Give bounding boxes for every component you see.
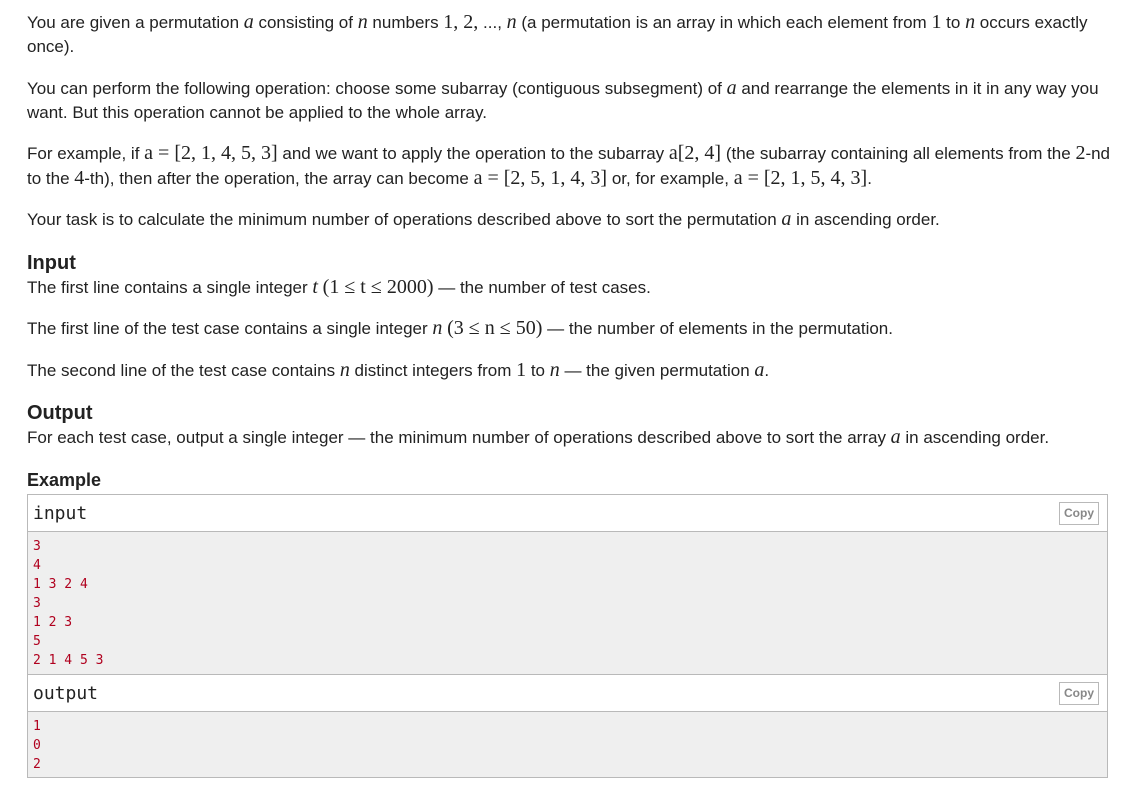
math-var: a — [726, 77, 737, 99]
text: in ascending order. — [900, 428, 1050, 447]
text: to — [941, 13, 966, 32]
example-input-label: input — [33, 503, 88, 524]
math-var: n — [965, 11, 976, 33]
example-input-box — [27, 494, 1108, 675]
copy-input-button[interactable]: Copy — [1059, 502, 1099, 525]
math-var: n — [357, 11, 368, 33]
math-expr: 1 — [931, 11, 942, 33]
text: The first line of the test case contains a single integer — [27, 319, 433, 338]
math-var: t — [312, 276, 318, 298]
text: — the given permutation — [559, 361, 755, 380]
input-paragraph-1 — [27, 275, 1107, 300]
text: You are given a permutation — [27, 13, 244, 32]
math-expr: 1, 2, — [443, 11, 479, 33]
math-var: n — [432, 317, 443, 339]
math-expr: 1 — [516, 359, 527, 381]
math-var: a — [243, 11, 254, 33]
input-section-title: Input — [27, 252, 76, 274]
text: ..., — [478, 13, 507, 32]
text: — the number of elements in the permutation. — [542, 319, 893, 338]
statement-paragraph-3 — [27, 141, 1112, 191]
input-paragraph-3 — [27, 358, 1107, 383]
example-output-body — [28, 712, 1107, 777]
math-expr: 4 — [74, 167, 85, 189]
text: (the subarray containing all elements from the — [721, 144, 1076, 163]
text: in ascending order. — [791, 210, 940, 229]
text: occurs exactly once). — [27, 13, 1088, 56]
example-output-box — [27, 674, 1108, 778]
math-var: a — [754, 359, 765, 381]
statement-paragraph-2 — [27, 76, 1107, 125]
example-input-header — [28, 495, 1107, 532]
output-paragraph-1 — [27, 425, 1107, 450]
statement-paragraph-1 — [27, 10, 1107, 59]
example-output-label: output — [33, 683, 99, 704]
math-expr: (3 ≤ n ≤ 50) — [447, 317, 543, 339]
math-expr: a = [2, 1, 5, 4, 3] — [733, 167, 868, 189]
example-output-header — [28, 675, 1107, 712]
example-input-body — [28, 532, 1107, 674]
math-var: n — [506, 11, 517, 33]
text: and rearrange the elements in it in any way you want. But this operation cannot be applied to the whole array. — [27, 79, 1099, 122]
input-paragraph-2 — [27, 316, 1107, 341]
text: . — [867, 169, 872, 188]
math-expr: a[2, 4] — [668, 142, 722, 164]
math-var: a — [781, 208, 792, 230]
example-title: Example — [27, 470, 102, 490]
text: The second line of the test case contains — [27, 361, 340, 380]
math-var: a — [890, 426, 901, 448]
statement-paragraph-4 — [27, 207, 1107, 232]
text: -th), then after the operation, the array can become — [84, 169, 474, 188]
math-expr: 2 — [1075, 142, 1086, 164]
output-section-title: Output — [27, 402, 93, 424]
text: numbers — [367, 13, 444, 32]
text: -nd to the — [27, 144, 1111, 188]
text: or, for example, — [607, 169, 734, 188]
example-input-text: 3 4 1 3 2 4 3 1 2 3 5 2 1 4 5 3 — [33, 539, 104, 668]
text: and we want to apply the operation to the subarray — [277, 144, 669, 163]
copy-output-button[interactable]: Copy — [1059, 682, 1099, 705]
text: — the number of test cases. — [433, 278, 651, 297]
example-output-text: 1 0 2 — [33, 719, 41, 772]
math-expr: a = [2, 5, 1, 4, 3] — [473, 167, 608, 189]
math-var: n — [339, 359, 350, 381]
text: to — [526, 361, 550, 380]
text: For example, if — [27, 144, 145, 163]
text: consisting of — [253, 13, 358, 32]
text: You can perform the following operation: choose some subarray (contiguous subsegment) of — [27, 79, 727, 98]
math-var: n — [549, 359, 560, 381]
text: The first line contains a single integer — [27, 278, 313, 297]
text: Your task is to calculate the minimum number of operations described above to sort the permutation — [27, 210, 782, 229]
math-expr: a = [2, 1, 4, 5, 3] — [144, 142, 278, 164]
text: . — [764, 361, 770, 380]
text: distinct integers from — [349, 361, 517, 380]
text: For each test case, output a single integer — the minimum number of operations described above to sort the array — [27, 428, 891, 447]
text: (a permutation is an array in which each element from — [516, 13, 932, 32]
math-expr: (1 ≤ t ≤ 2000) — [322, 276, 434, 298]
